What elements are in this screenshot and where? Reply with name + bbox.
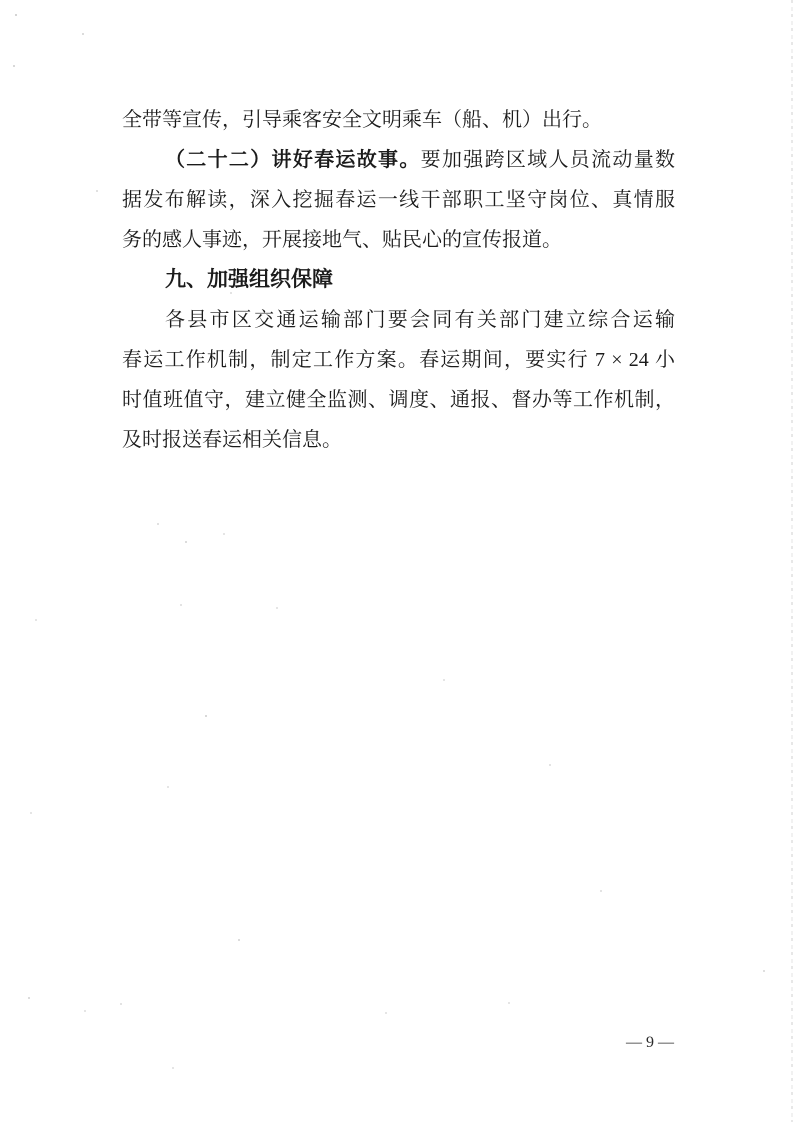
body-line: 据发布解读，深入挖掘春运一线干部职工坚守岗位、真情服 <box>122 189 675 211</box>
subsection-title: （二十二）讲好春运故事。 <box>165 149 421 171</box>
scan-noise-specks <box>0 0 2 2</box>
body-line: 及时报送春运相关信息。 <box>122 429 342 451</box>
body-line: 春运工作机制，制定工作方案。春运期间，要实行 7 × 24 小 <box>122 349 675 371</box>
section-heading: 九、加强组织保障 <box>165 268 333 291</box>
body-line: 时值班值守，建立健全监测、调度、通报、督办等工作机制， <box>122 389 675 411</box>
page-number: — 9 — <box>626 1034 674 1051</box>
body-text: 要加强跨区域人员流动量数 <box>420 149 676 171</box>
scan-edge-artifact <box>791 0 793 1122</box>
body-line: 各县市区交通运输部门要会同有关部门建立综合运输 <box>165 309 675 331</box>
body-line: 务的感人事迹，开展接地气、贴民心的宣传报道。 <box>122 229 562 251</box>
body-line: 全带等宣传，引导乘客安全文明乘车（船、机）出行。 <box>122 109 602 131</box>
body-line <box>165 140 675 180</box>
document-body <box>122 100 675 460</box>
